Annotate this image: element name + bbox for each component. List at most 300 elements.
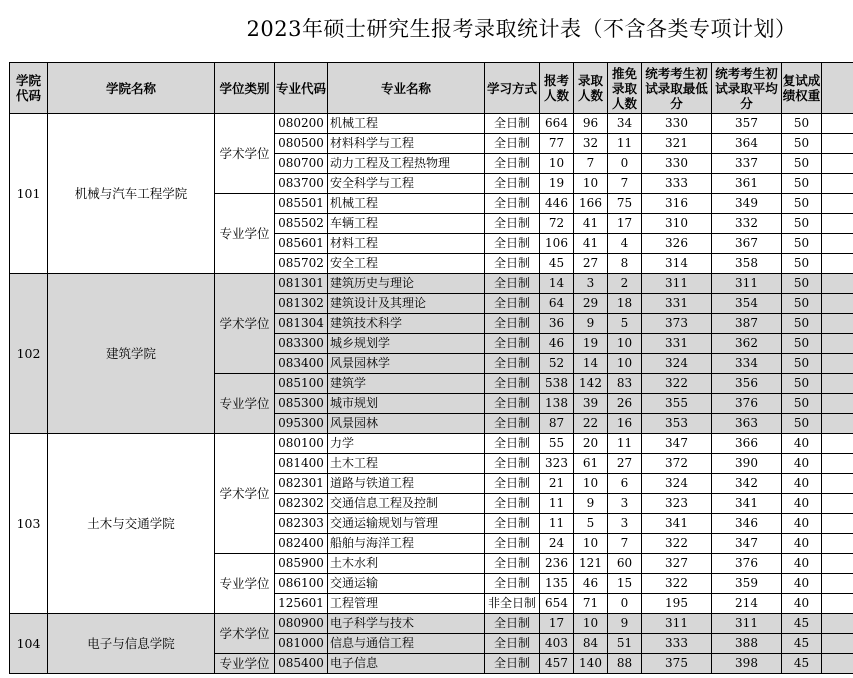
weight-cell: 50 bbox=[782, 354, 822, 374]
avg-score-cell: 390 bbox=[712, 454, 782, 474]
exempt-cell: 4 bbox=[608, 234, 642, 254]
applicants-cell: 10 bbox=[540, 154, 574, 174]
avg-score-cell: 346 bbox=[712, 514, 782, 534]
admitted-cell: 140 bbox=[574, 654, 608, 674]
exempt-cell: 17 bbox=[608, 214, 642, 234]
major-code-cell: 085501 bbox=[275, 194, 328, 214]
avg-score-cell: 311 bbox=[712, 614, 782, 634]
major-name-cell: 风景园林学 bbox=[328, 354, 485, 374]
applicants-cell: 24 bbox=[540, 534, 574, 554]
exempt-cell: 11 bbox=[608, 134, 642, 154]
admitted-cell: 10 bbox=[574, 614, 608, 634]
major-code-cell: 081304 bbox=[275, 314, 328, 334]
applicants-cell: 72 bbox=[540, 214, 574, 234]
major-name-cell: 材料工程 bbox=[328, 234, 485, 254]
admitted-cell: 29 bbox=[574, 294, 608, 314]
study-mode-cell: 全日制 bbox=[485, 374, 540, 394]
table-row bbox=[10, 114, 853, 134]
avg-score-cell: 366 bbox=[712, 434, 782, 454]
major-name-cell: 力学 bbox=[328, 434, 485, 454]
major-code-cell: 081301 bbox=[275, 274, 328, 294]
admitted-cell: 142 bbox=[574, 374, 608, 394]
major-name-cell: 动力工程及工程热物理 bbox=[328, 154, 485, 174]
admitted-cell: 39 bbox=[574, 394, 608, 414]
overflow-cell bbox=[822, 414, 853, 434]
applicants-cell: 664 bbox=[540, 114, 574, 134]
major-code-cell: 085900 bbox=[275, 554, 328, 574]
weight-cell: 50 bbox=[782, 374, 822, 394]
avg-score-cell: 349 bbox=[712, 194, 782, 214]
major-code-cell: 080200 bbox=[275, 114, 328, 134]
min-score-cell: 322 bbox=[642, 574, 712, 594]
avg-score-cell: 387 bbox=[712, 314, 782, 334]
overflow-cell bbox=[822, 314, 853, 334]
weight-cell: 50 bbox=[782, 174, 822, 194]
applicants-cell: 403 bbox=[540, 634, 574, 654]
weight-cell: 50 bbox=[782, 214, 822, 234]
study-mode-cell: 全日制 bbox=[485, 514, 540, 534]
exempt-cell: 9 bbox=[608, 614, 642, 634]
min-score-cell: 311 bbox=[642, 274, 712, 294]
study-mode-cell: 全日制 bbox=[485, 394, 540, 414]
exempt-cell: 75 bbox=[608, 194, 642, 214]
exempt-cell: 16 bbox=[608, 414, 642, 434]
major-code-cell: 082303 bbox=[275, 514, 328, 534]
applicants-cell: 236 bbox=[540, 554, 574, 574]
overflow-cell bbox=[822, 154, 853, 174]
header-degree-type: 学位类别 bbox=[215, 63, 275, 114]
major-code-cell: 080700 bbox=[275, 154, 328, 174]
min-score-cell: 331 bbox=[642, 294, 712, 314]
avg-score-cell: 356 bbox=[712, 374, 782, 394]
avg-score-cell: 361 bbox=[712, 174, 782, 194]
avg-score-cell: 342 bbox=[712, 474, 782, 494]
applicants-cell: 45 bbox=[540, 254, 574, 274]
weight-cell: 40 bbox=[782, 474, 822, 494]
min-score-cell: 331 bbox=[642, 334, 712, 354]
college-name-cell: 建筑学院 bbox=[48, 274, 215, 434]
major-name-cell: 安全科学与工程 bbox=[328, 174, 485, 194]
applicants-cell: 11 bbox=[540, 514, 574, 534]
header-major-code: 专业代码 bbox=[275, 63, 328, 114]
major-name-cell: 电子信息 bbox=[328, 654, 485, 674]
overflow-cell bbox=[822, 434, 853, 454]
study-mode-cell: 全日制 bbox=[485, 434, 540, 454]
weight-cell: 50 bbox=[782, 234, 822, 254]
min-score-cell: 316 bbox=[642, 194, 712, 214]
exempt-cell: 10 bbox=[608, 354, 642, 374]
exempt-cell: 0 bbox=[608, 154, 642, 174]
study-mode-cell: 全日制 bbox=[485, 254, 540, 274]
overflow-cell bbox=[822, 394, 853, 414]
table-header-row bbox=[10, 63, 853, 114]
weight-cell: 45 bbox=[782, 634, 822, 654]
weight-cell: 40 bbox=[782, 454, 822, 474]
admitted-cell: 10 bbox=[574, 534, 608, 554]
overflow-cell bbox=[822, 354, 853, 374]
major-code-cell: 083700 bbox=[275, 174, 328, 194]
exempt-cell: 7 bbox=[608, 534, 642, 554]
college-name-cell: 电子与信息学院 bbox=[48, 614, 215, 674]
avg-score-cell: 354 bbox=[712, 294, 782, 314]
admitted-cell: 19 bbox=[574, 334, 608, 354]
applicants-cell: 55 bbox=[540, 434, 574, 454]
avg-score-cell: 376 bbox=[712, 554, 782, 574]
table-body bbox=[10, 114, 853, 674]
exempt-cell: 6 bbox=[608, 474, 642, 494]
applicants-cell: 654 bbox=[540, 594, 574, 614]
admitted-cell: 61 bbox=[574, 454, 608, 474]
major-code-cell: 081302 bbox=[275, 294, 328, 314]
applicants-cell: 538 bbox=[540, 374, 574, 394]
applicants-cell: 14 bbox=[540, 274, 574, 294]
header-avg-score: 统考考生初试录取平均分 bbox=[712, 63, 782, 114]
major-code-cell: 085502 bbox=[275, 214, 328, 234]
applicants-cell: 457 bbox=[540, 654, 574, 674]
header-applicants: 报考人数 bbox=[540, 63, 574, 114]
weight-cell: 40 bbox=[782, 514, 822, 534]
admitted-cell: 96 bbox=[574, 114, 608, 134]
applicants-cell: 77 bbox=[540, 134, 574, 154]
major-name-cell: 机械工程 bbox=[328, 114, 485, 134]
study-mode-cell: 全日制 bbox=[485, 454, 540, 474]
applicants-cell: 17 bbox=[540, 614, 574, 634]
applicants-cell: 138 bbox=[540, 394, 574, 414]
min-score-cell: 341 bbox=[642, 514, 712, 534]
weight-cell: 45 bbox=[782, 654, 822, 674]
major-code-cell: 095300 bbox=[275, 414, 328, 434]
degree-type-cell: 学术学位 bbox=[215, 434, 275, 554]
major-name-cell: 城市规划 bbox=[328, 394, 485, 414]
applicants-cell: 52 bbox=[540, 354, 574, 374]
study-mode-cell: 全日制 bbox=[485, 634, 540, 654]
weight-cell: 40 bbox=[782, 534, 822, 554]
study-mode-cell: 全日制 bbox=[485, 474, 540, 494]
weight-cell: 50 bbox=[782, 414, 822, 434]
page-title: 2023年硕士研究生报考录取统计表（不含各类专项计划） bbox=[246, 17, 797, 41]
major-code-cell: 085601 bbox=[275, 234, 328, 254]
overflow-cell bbox=[822, 334, 853, 354]
min-score-cell: 321 bbox=[642, 134, 712, 154]
major-name-cell: 安全工程 bbox=[328, 254, 485, 274]
major-code-cell: 082301 bbox=[275, 474, 328, 494]
study-mode-cell: 全日制 bbox=[485, 114, 540, 134]
study-mode-cell: 全日制 bbox=[485, 354, 540, 374]
study-mode-cell: 全日制 bbox=[485, 414, 540, 434]
major-name-cell: 土木水利 bbox=[328, 554, 485, 574]
overflow-cell bbox=[822, 454, 853, 474]
avg-score-cell: 359 bbox=[712, 574, 782, 594]
college-code-cell: 102 bbox=[10, 274, 48, 434]
header-major-name: 专业名称 bbox=[328, 63, 485, 114]
major-code-cell: 085400 bbox=[275, 654, 328, 674]
major-code-cell: 081400 bbox=[275, 454, 328, 474]
overflow-cell bbox=[822, 294, 853, 314]
weight-cell: 50 bbox=[782, 294, 822, 314]
avg-score-cell: 358 bbox=[712, 254, 782, 274]
weight-cell: 40 bbox=[782, 494, 822, 514]
applicants-cell: 11 bbox=[540, 494, 574, 514]
admitted-cell: 14 bbox=[574, 354, 608, 374]
major-name-cell: 建筑设计及其理论 bbox=[328, 294, 485, 314]
avg-score-cell: 341 bbox=[712, 494, 782, 514]
exempt-cell: 3 bbox=[608, 494, 642, 514]
applicants-cell: 87 bbox=[540, 414, 574, 434]
weight-cell: 50 bbox=[782, 134, 822, 154]
min-score-cell: 375 bbox=[642, 654, 712, 674]
admitted-cell: 32 bbox=[574, 134, 608, 154]
overflow-cell bbox=[822, 514, 853, 534]
avg-score-cell: 388 bbox=[712, 634, 782, 654]
major-code-cell: 085702 bbox=[275, 254, 328, 274]
major-name-cell: 信息与通信工程 bbox=[328, 634, 485, 654]
min-score-cell: 324 bbox=[642, 354, 712, 374]
exempt-cell: 2 bbox=[608, 274, 642, 294]
major-name-cell: 材料科学与工程 bbox=[328, 134, 485, 154]
study-mode-cell: 全日制 bbox=[485, 554, 540, 574]
major-name-cell: 交通运输规划与管理 bbox=[328, 514, 485, 534]
admitted-cell: 41 bbox=[574, 214, 608, 234]
applicants-cell: 446 bbox=[540, 194, 574, 214]
weight-cell: 40 bbox=[782, 434, 822, 454]
major-name-cell: 风景园林 bbox=[328, 414, 485, 434]
applicants-cell: 135 bbox=[540, 574, 574, 594]
applicants-cell: 46 bbox=[540, 334, 574, 354]
table-row bbox=[10, 614, 853, 634]
min-score-cell: 373 bbox=[642, 314, 712, 334]
avg-score-cell: 334 bbox=[712, 354, 782, 374]
admitted-cell: 46 bbox=[574, 574, 608, 594]
major-code-cell: 082302 bbox=[275, 494, 328, 514]
min-score-cell: 322 bbox=[642, 534, 712, 554]
study-mode-cell: 全日制 bbox=[485, 154, 540, 174]
table-row bbox=[10, 274, 853, 294]
degree-type-cell: 专业学位 bbox=[215, 654, 275, 674]
overflow-cell bbox=[822, 114, 853, 134]
avg-score-cell: 398 bbox=[712, 654, 782, 674]
major-code-cell: 083400 bbox=[275, 354, 328, 374]
weight-cell: 40 bbox=[782, 574, 822, 594]
exempt-cell: 27 bbox=[608, 454, 642, 474]
min-score-cell: 327 bbox=[642, 554, 712, 574]
study-mode-cell: 全日制 bbox=[485, 234, 540, 254]
header-min-score: 统考考生初试录取最低分 bbox=[642, 63, 712, 114]
admitted-cell: 22 bbox=[574, 414, 608, 434]
study-mode-cell: 全日制 bbox=[485, 214, 540, 234]
college-code-cell: 101 bbox=[10, 114, 48, 274]
overflow-cell bbox=[822, 474, 853, 494]
study-mode-cell: 全日制 bbox=[485, 534, 540, 554]
weight-cell: 50 bbox=[782, 314, 822, 334]
weight-cell: 40 bbox=[782, 594, 822, 614]
avg-score-cell: 363 bbox=[712, 414, 782, 434]
overflow-cell bbox=[822, 594, 853, 614]
major-code-cell: 082400 bbox=[275, 534, 328, 554]
overflow-cell bbox=[822, 534, 853, 554]
major-name-cell: 交通信息工程及控制 bbox=[328, 494, 485, 514]
major-name-cell: 城乡规划学 bbox=[328, 334, 485, 354]
exempt-cell: 11 bbox=[608, 434, 642, 454]
overflow-cell bbox=[822, 634, 853, 654]
applicants-cell: 106 bbox=[540, 234, 574, 254]
major-name-cell: 建筑历史与理论 bbox=[328, 274, 485, 294]
exempt-cell: 7 bbox=[608, 174, 642, 194]
avg-score-cell: 376 bbox=[712, 394, 782, 414]
major-name-cell: 车辆工程 bbox=[328, 214, 485, 234]
min-score-cell: 323 bbox=[642, 494, 712, 514]
study-mode-cell: 全日制 bbox=[485, 134, 540, 154]
avg-score-cell: 362 bbox=[712, 334, 782, 354]
admitted-cell: 27 bbox=[574, 254, 608, 274]
admitted-cell: 121 bbox=[574, 554, 608, 574]
exempt-cell: 8 bbox=[608, 254, 642, 274]
admitted-cell: 20 bbox=[574, 434, 608, 454]
major-name-cell: 交通运输 bbox=[328, 574, 485, 594]
overflow-cell bbox=[822, 194, 853, 214]
min-score-cell: 310 bbox=[642, 214, 712, 234]
avg-score-cell: 364 bbox=[712, 134, 782, 154]
overflow-cell bbox=[822, 654, 853, 674]
major-code-cell: 080500 bbox=[275, 134, 328, 154]
table-row bbox=[10, 434, 853, 454]
weight-cell: 50 bbox=[782, 394, 822, 414]
header-overflow bbox=[822, 63, 853, 114]
weight-cell: 50 bbox=[782, 154, 822, 174]
weight-cell: 45 bbox=[782, 614, 822, 634]
exempt-cell: 10 bbox=[608, 334, 642, 354]
exempt-cell: 88 bbox=[608, 654, 642, 674]
exempt-cell: 34 bbox=[608, 114, 642, 134]
header-college-code: 学院代码 bbox=[10, 63, 48, 114]
degree-type-cell: 学术学位 bbox=[215, 114, 275, 194]
admitted-cell: 7 bbox=[574, 154, 608, 174]
applicants-cell: 36 bbox=[540, 314, 574, 334]
major-name-cell: 建筑学 bbox=[328, 374, 485, 394]
min-score-cell: 333 bbox=[642, 634, 712, 654]
min-score-cell: 355 bbox=[642, 394, 712, 414]
major-code-cell: 083300 bbox=[275, 334, 328, 354]
exempt-cell: 26 bbox=[608, 394, 642, 414]
major-name-cell: 电子科学与技术 bbox=[328, 614, 485, 634]
avg-score-cell: 311 bbox=[712, 274, 782, 294]
college-code-cell: 103 bbox=[10, 434, 48, 614]
min-score-cell: 372 bbox=[642, 454, 712, 474]
weight-cell: 50 bbox=[782, 254, 822, 274]
study-mode-cell: 全日制 bbox=[485, 174, 540, 194]
applicants-cell: 19 bbox=[540, 174, 574, 194]
min-score-cell: 314 bbox=[642, 254, 712, 274]
exempt-cell: 51 bbox=[608, 634, 642, 654]
major-code-cell: 080900 bbox=[275, 614, 328, 634]
degree-type-cell: 学术学位 bbox=[215, 274, 275, 374]
min-score-cell: 330 bbox=[642, 154, 712, 174]
avg-score-cell: 367 bbox=[712, 234, 782, 254]
major-name-cell: 土木工程 bbox=[328, 454, 485, 474]
college-name-cell: 机械与汽车工程学院 bbox=[48, 114, 215, 274]
overflow-cell bbox=[822, 494, 853, 514]
exempt-cell: 60 bbox=[608, 554, 642, 574]
admitted-cell: 71 bbox=[574, 594, 608, 614]
degree-type-cell: 专业学位 bbox=[215, 374, 275, 434]
min-score-cell: 330 bbox=[642, 114, 712, 134]
admitted-cell: 3 bbox=[574, 274, 608, 294]
min-score-cell: 195 bbox=[642, 594, 712, 614]
admitted-cell: 9 bbox=[574, 314, 608, 334]
major-name-cell: 建筑技术科学 bbox=[328, 314, 485, 334]
major-name-cell: 机械工程 bbox=[328, 194, 485, 214]
college-code-cell: 104 bbox=[10, 614, 48, 674]
college-name-cell: 土木与交通学院 bbox=[48, 434, 215, 614]
major-code-cell: 125601 bbox=[275, 594, 328, 614]
header-admitted: 录取人数 bbox=[574, 63, 608, 114]
min-score-cell: 326 bbox=[642, 234, 712, 254]
admitted-cell: 10 bbox=[574, 174, 608, 194]
min-score-cell: 353 bbox=[642, 414, 712, 434]
min-score-cell: 322 bbox=[642, 374, 712, 394]
avg-score-cell: 332 bbox=[712, 214, 782, 234]
major-name-cell: 道路与铁道工程 bbox=[328, 474, 485, 494]
weight-cell: 50 bbox=[782, 334, 822, 354]
min-score-cell: 333 bbox=[642, 174, 712, 194]
study-mode-cell: 全日制 bbox=[485, 614, 540, 634]
header-college-name: 学院名称 bbox=[48, 63, 215, 114]
major-name-cell: 船舶与海洋工程 bbox=[328, 534, 485, 554]
degree-type-cell: 专业学位 bbox=[215, 554, 275, 614]
avg-score-cell: 357 bbox=[712, 114, 782, 134]
header-exempt: 推免录取人数 bbox=[608, 63, 642, 114]
avg-score-cell: 347 bbox=[712, 534, 782, 554]
admission-stats-table bbox=[9, 62, 853, 674]
major-code-cell: 086100 bbox=[275, 574, 328, 594]
applicants-cell: 21 bbox=[540, 474, 574, 494]
study-mode-cell: 全日制 bbox=[485, 494, 540, 514]
applicants-cell: 323 bbox=[540, 454, 574, 474]
exempt-cell: 0 bbox=[608, 594, 642, 614]
exempt-cell: 83 bbox=[608, 374, 642, 394]
study-mode-cell: 全日制 bbox=[485, 294, 540, 314]
overflow-cell bbox=[822, 614, 853, 634]
overflow-cell bbox=[822, 234, 853, 254]
header-study-mode: 学习方式 bbox=[485, 63, 540, 114]
exempt-cell: 15 bbox=[608, 574, 642, 594]
min-score-cell: 324 bbox=[642, 474, 712, 494]
header-weight: 复试成绩权重 bbox=[782, 63, 822, 114]
study-mode-cell: 全日制 bbox=[485, 334, 540, 354]
study-mode-cell: 全日制 bbox=[485, 574, 540, 594]
major-code-cell: 080100 bbox=[275, 434, 328, 454]
min-score-cell: 347 bbox=[642, 434, 712, 454]
overflow-cell bbox=[822, 214, 853, 234]
major-code-cell: 081000 bbox=[275, 634, 328, 654]
major-code-cell: 085100 bbox=[275, 374, 328, 394]
admitted-cell: 84 bbox=[574, 634, 608, 654]
major-code-cell: 085300 bbox=[275, 394, 328, 414]
avg-score-cell: 337 bbox=[712, 154, 782, 174]
major-name-cell: 工程管理 bbox=[328, 594, 485, 614]
study-mode-cell: 全日制 bbox=[485, 194, 540, 214]
weight-cell: 50 bbox=[782, 274, 822, 294]
exempt-cell: 5 bbox=[608, 314, 642, 334]
study-mode-cell: 全日制 bbox=[485, 314, 540, 334]
study-mode-cell: 全日制 bbox=[485, 654, 540, 674]
overflow-cell bbox=[822, 554, 853, 574]
weight-cell: 50 bbox=[782, 194, 822, 214]
admitted-cell: 9 bbox=[574, 494, 608, 514]
exempt-cell: 18 bbox=[608, 294, 642, 314]
applicants-cell: 64 bbox=[540, 294, 574, 314]
overflow-cell bbox=[822, 134, 853, 154]
admitted-cell: 10 bbox=[574, 474, 608, 494]
